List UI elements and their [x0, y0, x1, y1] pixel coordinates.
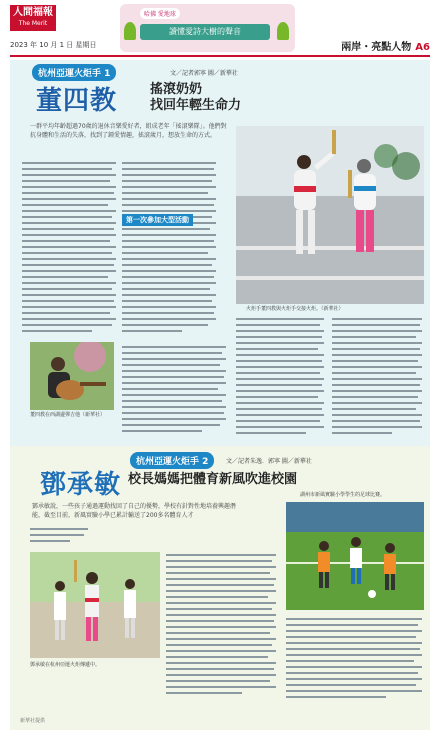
- story1-panel: [10, 60, 430, 446]
- body-text-lines: [166, 552, 278, 702]
- story1-body-col-left: [22, 160, 118, 338]
- story2-panel: [10, 446, 430, 730]
- story1-headline: [150, 82, 241, 114]
- guitar-illustration: [30, 342, 114, 410]
- story1-subhead: 第一次參加大型活動: [122, 214, 193, 226]
- story1-kicker: 杭州亞運火炬手 1: [32, 64, 116, 81]
- body-text-lines: [122, 160, 218, 338]
- story2-lead-cont: [30, 526, 90, 550]
- plant-icon-right: [277, 22, 289, 40]
- story1-body-col-mid: [122, 160, 218, 338]
- promo-slogan: 讀懂愛詩大樹的聲音: [140, 24, 270, 40]
- page-number: A6: [415, 42, 430, 53]
- story1-body-col-r2: [332, 316, 424, 442]
- body-text-lines: [236, 316, 326, 442]
- story2-kicker: 杭州亞運火炬手 2: [130, 452, 214, 469]
- body-text-lines: [22, 160, 118, 338]
- football-illustration: [286, 502, 424, 610]
- footer-credit: 新華社提供: [20, 718, 46, 724]
- torch-relay-illustration: [236, 126, 424, 304]
- section-title: 兩岸・亮點人物: [341, 42, 412, 53]
- torch-photo-caption: 火炬手董四教與火炬手交接火炬。（新華社）: [246, 306, 344, 312]
- plant-icon: [124, 22, 136, 40]
- story1-name: 董四教: [36, 86, 118, 116]
- issue-date: 2023 年 10 月 1 日 星期日: [10, 41, 97, 49]
- story1-lead: 一群平均年齡超過70歲的退休音樂愛好者，組成老年「搖滾樂隊」。他們對抗身體和生活的失落，找到了鍾愛情趣，搖滾歲月，想放生命的方式。: [30, 123, 227, 139]
- logo-cn: 人間福報: [13, 7, 53, 18]
- promo-banner: [120, 4, 295, 52]
- relay-photo-caption: 鄧承敏在杭州亞運火炬傳遞中。: [30, 662, 101, 668]
- body-text-lines: [122, 344, 228, 440]
- story2-body-col-right: [286, 616, 424, 710]
- story1-body-col-bottom: [122, 344, 228, 440]
- story1-headline-line1: 搖滾奶奶: [150, 82, 203, 97]
- story2-right-caption: 湖州市新風實驗小學學生的足球比賽。: [300, 492, 386, 498]
- guitar-photo: [30, 342, 114, 410]
- story2-body-col-mid: [166, 552, 278, 702]
- football-photo: [286, 502, 424, 610]
- promo-badge: 哈佛 愛地球: [140, 8, 180, 19]
- body-text-lines: [30, 526, 90, 550]
- relay-illustration: [30, 552, 160, 658]
- story2-name: 鄧承敏: [40, 470, 122, 500]
- newspaper-logo: [10, 5, 56, 38]
- body-text-lines: [286, 616, 424, 710]
- torch-relay-photo: [236, 126, 424, 304]
- section-header: [341, 38, 430, 53]
- header-rule: [10, 55, 430, 57]
- guitar-photo-caption: 董四教在西湖邊彈吉他（新華社）: [30, 412, 106, 418]
- story2-byline: 文／記者朱逸．郭寧 圖／新華社: [226, 458, 312, 465]
- story1-body-col-r1: [236, 316, 326, 442]
- story2-lead: 鄧承敏說，一些孩子通過運動找回了自己的優勢，學校有針對性地培養興趣潛能，截至目前，新風實驗小學已累計輸送了200多名體育人才: [32, 503, 237, 519]
- body-text-lines: [332, 316, 424, 442]
- story1-byline: 文／記者郭寧 圖／新華社: [170, 70, 238, 77]
- masthead: [0, 0, 440, 60]
- story1-headline-line2: 找回年輕生命力: [150, 98, 242, 113]
- logo-en: The Merit Times: [18, 20, 48, 38]
- story2-headline: 校長媽媽把體育新風吹進校園: [128, 472, 298, 487]
- page-footer: [10, 716, 430, 728]
- relay-photo: [30, 552, 160, 658]
